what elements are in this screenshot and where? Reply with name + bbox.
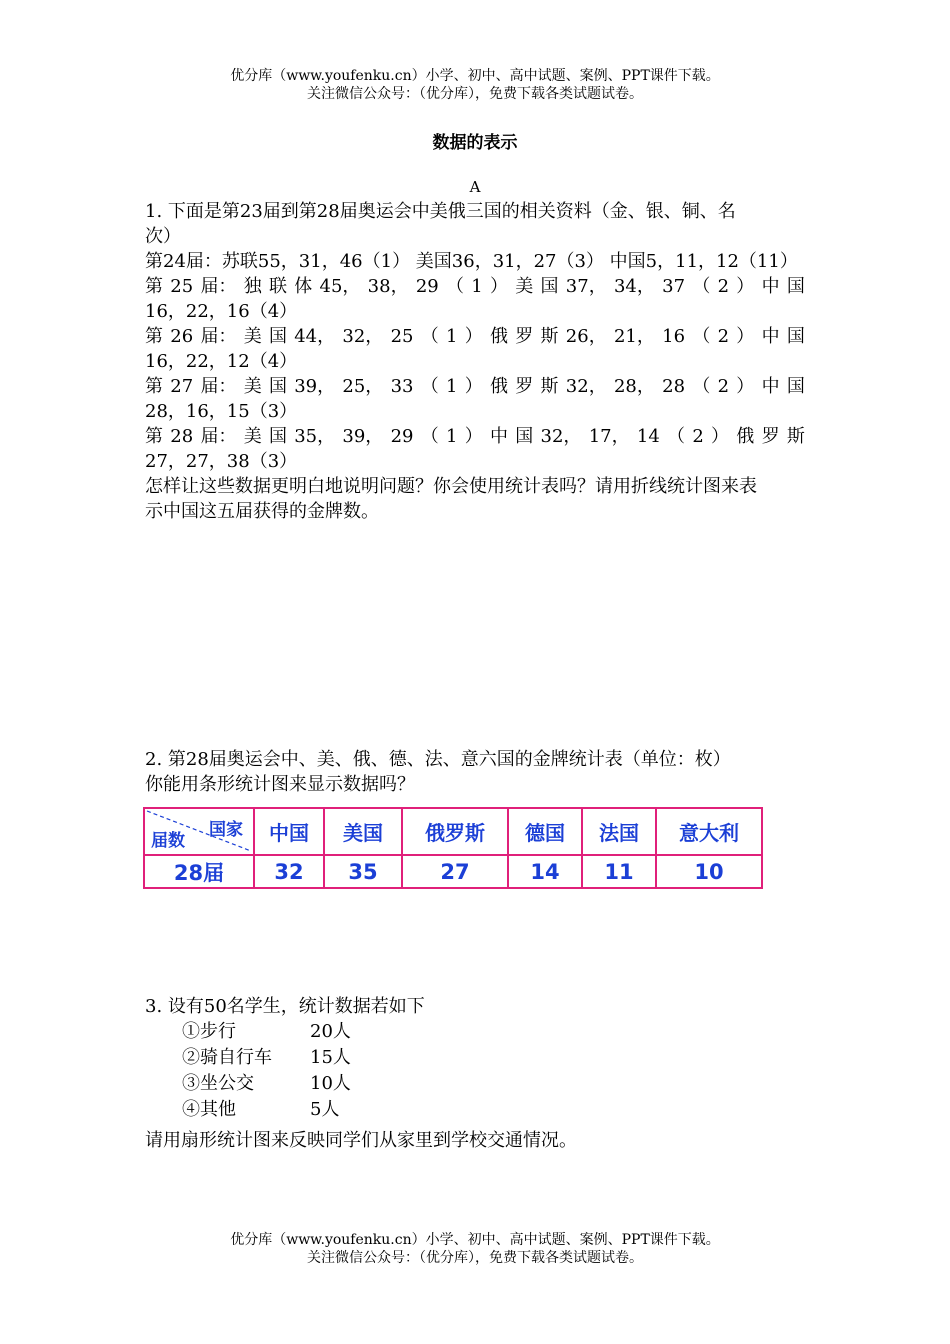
country-header-russia: 俄罗斯	[402, 808, 508, 855]
justified-token: 届：	[200, 426, 237, 447]
justified-token: （	[420, 426, 439, 447]
section-label: A	[469, 178, 481, 196]
justified-token: 中	[761, 326, 780, 347]
justified-token: 37	[662, 276, 686, 297]
justified-token: 32，	[540, 426, 582, 447]
q3-item-label: ③坐公交	[182, 1073, 254, 1094]
justified-token: 斯	[786, 426, 805, 447]
justified-token: （	[692, 326, 711, 347]
country-header-usa: 美国	[324, 808, 402, 855]
q1-row-27-cont: 28，16，15（3）	[145, 401, 298, 422]
q1-ask-line-2: 示中国这五届获得的金牌数。	[145, 501, 379, 522]
justified-token: 斯	[540, 326, 559, 347]
justified-token: （	[667, 426, 686, 447]
justified-token: 33	[390, 376, 414, 397]
page-footer	[0, 1231, 950, 1267]
page-header	[0, 67, 950, 103]
q3-item-label: ②骑自行车	[182, 1047, 272, 1068]
justified-token: （	[692, 276, 711, 297]
justified-token: ）	[736, 376, 755, 397]
q1-row-28	[145, 424, 805, 449]
page-title: 数据的表示	[432, 133, 518, 153]
justified-token: 2	[717, 376, 730, 397]
justified-token: 俄	[490, 326, 508, 347]
justified-token: 35，	[294, 426, 336, 447]
justified-token: 14	[636, 426, 660, 447]
justified-token: 中	[490, 426, 508, 447]
justified-token: 俄	[490, 376, 508, 397]
value-russia: 27	[402, 855, 508, 888]
justified-token: 1	[471, 276, 483, 297]
country-header-china: 中国	[254, 808, 324, 855]
justified-token: 45，	[319, 276, 361, 297]
justified-token: 国	[540, 276, 559, 297]
footer-line-1: 优分库（www.youfenku.cn）小学、初中、高中试题、案例、PPT课件下载。	[230, 1232, 720, 1248]
justified-token: 1	[446, 376, 458, 397]
q1-row-26	[145, 324, 805, 349]
justified-token: 32，	[342, 326, 384, 347]
justified-token: ）	[736, 326, 755, 347]
justified-token: ）	[464, 426, 483, 447]
justified-token: 25，	[342, 376, 384, 397]
q3-ask: 请用扇形统计图来反映同学们从家里到学校交通情况。	[145, 1130, 577, 1151]
justified-token: 体	[294, 276, 313, 297]
justified-token: 独	[243, 276, 262, 297]
q3-item	[182, 1071, 351, 1097]
footer-line-2: 关注微信公众号：（优分库），免费下载各类试题试卷。	[307, 1250, 643, 1266]
corner-top-label: 国家	[209, 820, 243, 840]
justified-token: 届：	[200, 376, 237, 397]
corner-cell	[144, 808, 254, 855]
justified-token: 罗	[515, 376, 534, 397]
justified-token: 26，	[565, 326, 607, 347]
q3-item-label: ④其他	[182, 1099, 236, 1120]
value-france: 11	[582, 855, 656, 888]
justified-token: 中	[761, 376, 780, 397]
justified-token: ）	[464, 326, 483, 347]
justified-token: 国	[515, 426, 534, 447]
justified-token: 39，	[294, 376, 336, 397]
justified-token: 国	[268, 426, 287, 447]
q2-intro-line-1: 2. 第28届奥运会中、美、俄、德、法、意六国的金牌统计表（单位：枚）	[145, 749, 731, 770]
justified-token: 26	[170, 326, 194, 347]
justified-token: 39，	[342, 426, 384, 447]
justified-token: 斯	[540, 376, 559, 397]
q3-item-value: 15人	[310, 1047, 351, 1068]
q1-row-28-cont: 27，27，38（3）	[145, 451, 298, 472]
justified-token: 届：	[200, 276, 237, 297]
header-line-1: 优分库（www.youfenku.cn）小学、初中、高中试题、案例、PPT课件下载。	[230, 68, 720, 84]
value-germany: 14	[508, 855, 582, 888]
justified-token: 国	[268, 326, 287, 347]
q1-ask-line-1: 怎样让这些数据更明白地说明问题？你会使用统计表吗？请用折线统计图来表	[145, 476, 757, 497]
q3-item	[182, 1097, 339, 1123]
justified-token: 28	[662, 376, 686, 397]
justified-token: 届：	[200, 326, 237, 347]
justified-token: （	[420, 376, 439, 397]
justified-token: （	[692, 376, 711, 397]
q3-item-label: ①步行	[182, 1021, 236, 1042]
justified-token: 中	[761, 276, 780, 297]
justified-token: 38，	[367, 276, 409, 297]
justified-token: 俄	[736, 426, 755, 447]
justified-token: 34，	[613, 276, 655, 297]
q3-intro: 3. 设有50名学生，统计数据若如下	[145, 996, 425, 1017]
q3-item-value: 5人	[310, 1099, 340, 1120]
justified-token: 第	[145, 326, 163, 347]
justified-token: 美	[243, 326, 262, 347]
justified-token: 44，	[294, 326, 336, 347]
q1-row-24: 第24届：苏联55，31，46（1） 美国36，31，27（3） 中国5，11，12（11）	[145, 251, 798, 272]
justified-token: 第	[145, 376, 163, 397]
justified-token: 国	[786, 376, 805, 397]
justified-token: 25	[390, 326, 414, 347]
justified-token: 美	[515, 276, 534, 297]
justified-token: ）	[464, 376, 483, 397]
value-usa: 35	[324, 855, 402, 888]
justified-token: 2	[717, 326, 730, 347]
justified-token: （	[446, 276, 465, 297]
value-china: 32	[254, 855, 324, 888]
q1-row-27	[145, 374, 805, 399]
justified-token: 37，	[565, 276, 607, 297]
q1-intro-line-2: 次）	[145, 226, 181, 247]
justified-token: 28	[170, 426, 194, 447]
justified-token: 25	[170, 276, 194, 297]
justified-token: 27	[170, 376, 194, 397]
justified-token: 1	[446, 326, 458, 347]
justified-token: 28，	[613, 376, 655, 397]
country-header-france: 法国	[582, 808, 656, 855]
q3-item-value: 20人	[310, 1021, 351, 1042]
justified-token: 29	[415, 276, 439, 297]
justified-token: 联	[268, 276, 287, 297]
corner-bottom-label: 届数	[151, 831, 185, 852]
q3-item-value: 10人	[310, 1073, 351, 1094]
header-line-2: 关注微信公众号：（优分库），免费下载各类试题试卷。	[307, 86, 643, 102]
justified-token: ）	[490, 276, 508, 297]
justified-token: 17，	[588, 426, 630, 447]
justified-token: 第	[145, 426, 163, 447]
justified-token: 罗	[515, 326, 534, 347]
medal-table	[143, 807, 763, 889]
q1-row-25-cont: 16，22，16（4）	[145, 301, 298, 322]
q1-row-26-cont: 16，22，12（4）	[145, 351, 298, 372]
table-header-row	[144, 808, 762, 855]
justified-token: 29	[390, 426, 414, 447]
q1-row-25	[145, 274, 805, 299]
justified-token: （	[420, 326, 439, 347]
justified-token: 2	[717, 276, 730, 297]
justified-token: 16	[662, 326, 686, 347]
q2-intro-line-2: 你能用条形统计图来显示数据吗？	[145, 774, 415, 795]
justified-token: ）	[736, 276, 755, 297]
justified-token: 2	[692, 426, 704, 447]
justified-token: 美	[243, 426, 262, 447]
justified-token: 21，	[613, 326, 655, 347]
country-header-germany: 德国	[508, 808, 582, 855]
justified-token: 国	[786, 326, 805, 347]
value-italy: 10	[656, 855, 762, 888]
justified-token: 罗	[761, 426, 780, 447]
justified-token: 32，	[565, 376, 607, 397]
q3-item	[182, 1045, 351, 1071]
justified-token: 国	[268, 376, 287, 397]
q3-item	[182, 1019, 351, 1045]
justified-token: 1	[446, 426, 458, 447]
justified-token: 美	[243, 376, 262, 397]
q1-intro-line-1: 1. 下面是第23届到第28届奥运会中美俄三国的相关资料（金、银、铜、名	[145, 201, 736, 222]
justified-token: 国	[786, 276, 805, 297]
justified-token: 第	[145, 276, 163, 297]
table-value-row	[144, 855, 762, 888]
row-label: 28届	[144, 855, 254, 888]
country-header-italy: 意大利	[656, 808, 762, 855]
justified-token: ）	[711, 426, 730, 447]
